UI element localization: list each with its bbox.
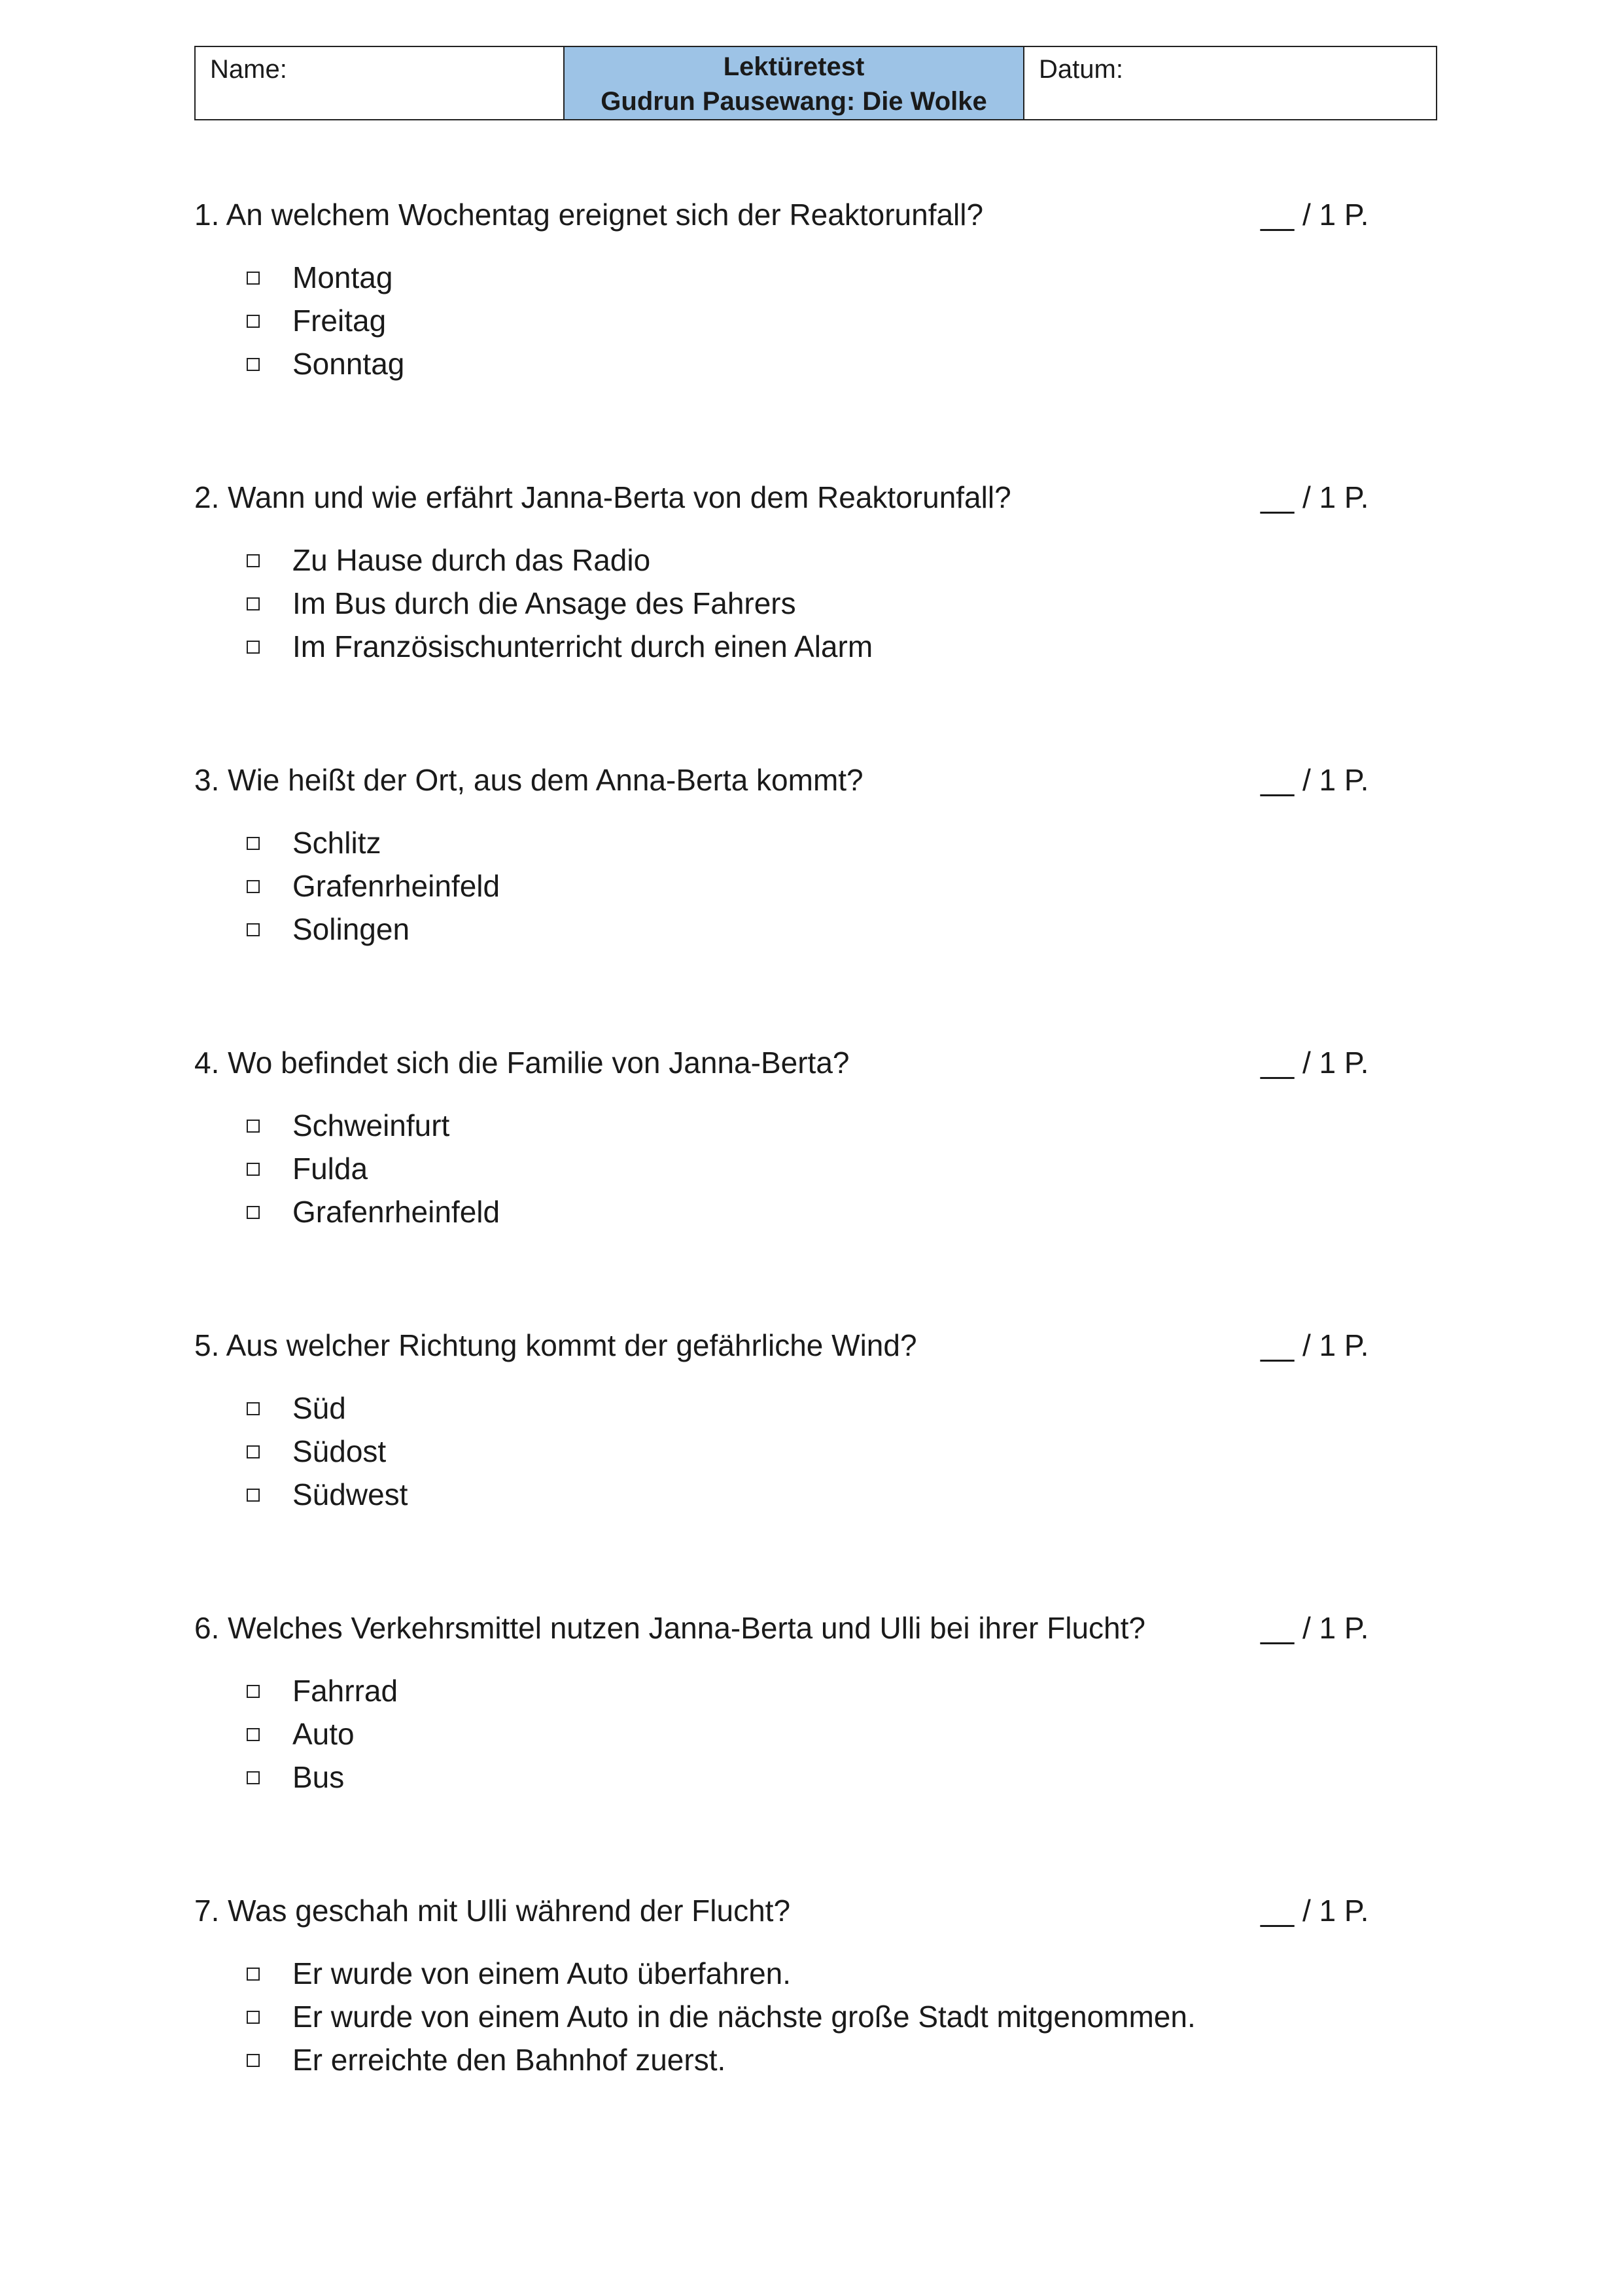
- option-label: Auto: [292, 1717, 355, 1751]
- question-number: 4.: [194, 1046, 220, 1080]
- option-label: Er wurde von einem Auto überfahren.: [292, 1956, 792, 1990]
- answer-option[interactable]: [194, 539, 1437, 582]
- checkbox-icon[interactable]: [247, 2011, 260, 2024]
- option-label: Süd: [292, 1391, 346, 1425]
- answer-option[interactable]: [194, 1104, 1437, 1147]
- answer-option[interactable]: [194, 299, 1437, 342]
- question-text: Was geschah mit Ulli während der Flucht?: [228, 1894, 791, 1928]
- checkbox-icon[interactable]: [247, 923, 260, 936]
- option-label: Schlitz: [292, 826, 381, 860]
- points-field: __ / 1 P.: [1261, 480, 1369, 514]
- option-label: Südost: [292, 1434, 387, 1468]
- checkbox-icon[interactable]: [247, 641, 260, 654]
- checkbox-icon[interactable]: [247, 2054, 260, 2067]
- question-5: [194, 1322, 1437, 1516]
- checkbox-icon[interactable]: [247, 272, 260, 285]
- name-label: Name:: [210, 55, 287, 84]
- option-label: Grafenrheinfeld: [292, 1195, 500, 1229]
- date-field[interactable]: [1024, 47, 1436, 119]
- question-7: [194, 1888, 1437, 2081]
- checkbox-icon[interactable]: [247, 1163, 260, 1176]
- answer-option[interactable]: [194, 625, 1437, 668]
- checkbox-icon[interactable]: [247, 880, 260, 893]
- question-number: 2.: [194, 480, 220, 514]
- answer-option[interactable]: [194, 908, 1437, 951]
- checkbox-icon[interactable]: [247, 837, 260, 850]
- title-line-1: Lektüretest: [723, 52, 865, 81]
- answer-option[interactable]: [194, 1147, 1437, 1190]
- checkbox-icon[interactable]: [247, 1728, 260, 1741]
- checkbox-icon[interactable]: [247, 1402, 260, 1415]
- answer-option[interactable]: [194, 1756, 1437, 1799]
- answer-option[interactable]: [194, 1712, 1437, 1756]
- option-label: Er wurde von einem Auto in die nächste große Stadt mitgenommen.: [292, 2000, 1196, 2034]
- option-label: Solingen: [292, 912, 410, 946]
- checkbox-icon[interactable]: [247, 1685, 260, 1698]
- checkbox-icon[interactable]: [247, 1206, 260, 1219]
- answer-option[interactable]: [194, 2038, 1437, 2081]
- option-label: Montag: [292, 260, 393, 294]
- answer-option[interactable]: [194, 582, 1437, 625]
- question-6: [194, 1605, 1437, 1799]
- question-text: Wo befindet sich die Familie von Janna-Berta?: [228, 1046, 850, 1080]
- option-label: Im Bus durch die Ansage des Fahrers: [292, 586, 796, 620]
- points-field: __ / 1 P.: [1261, 1894, 1369, 1928]
- answer-option[interactable]: [194, 864, 1437, 908]
- question-2: [194, 474, 1437, 668]
- title-line-2: Gudrun Pausewang: Die Wolke: [601, 87, 987, 116]
- question-number: 1.: [194, 198, 220, 232]
- points-field: __ / 1 P.: [1261, 1611, 1369, 1645]
- question-text: Welches Verkehrsmittel nutzen Janna-Berta und Ulli bei ihrer Flucht?: [228, 1611, 1145, 1645]
- question-text: An welchem Wochentag ereignet sich der Reaktorunfall?: [226, 198, 984, 232]
- question-number: 6.: [194, 1611, 220, 1645]
- answer-option[interactable]: [194, 1386, 1437, 1430]
- date-label: Datum:: [1039, 55, 1123, 84]
- option-label: Er erreichte den Bahnhof zuerst.: [292, 2043, 726, 2077]
- option-label: Fahrrad: [292, 1674, 398, 1708]
- answer-option[interactable]: [194, 256, 1437, 299]
- points-field: __ / 1 P.: [1261, 198, 1369, 232]
- answer-option[interactable]: [194, 1190, 1437, 1233]
- option-label: Südwest: [292, 1477, 408, 1511]
- checkbox-icon[interactable]: [247, 597, 260, 610]
- answer-option[interactable]: [194, 342, 1437, 385]
- option-label: Schweinfurt: [292, 1108, 450, 1142]
- question-3: [194, 757, 1437, 951]
- question-4: [194, 1040, 1437, 1233]
- header-table: [194, 46, 1437, 120]
- option-label: Grafenrheinfeld: [292, 869, 500, 903]
- answer-option[interactable]: [194, 821, 1437, 864]
- checkbox-icon[interactable]: [247, 554, 260, 567]
- question-number: 7.: [194, 1894, 220, 1928]
- question-text: Aus welcher Richtung kommt der gefährliche Wind?: [226, 1328, 917, 1362]
- points-field: __ / 1 P.: [1261, 763, 1369, 797]
- name-field[interactable]: [196, 47, 565, 119]
- answer-option[interactable]: [194, 1995, 1437, 2038]
- option-label: Zu Hause durch das Radio: [292, 543, 651, 577]
- question-text: Wann und wie erfährt Janna-Berta von dem Reaktorunfall?: [228, 480, 1011, 514]
- answer-option[interactable]: [194, 1430, 1437, 1473]
- points-field: __ / 1 P.: [1261, 1328, 1369, 1362]
- option-label: Bus: [292, 1760, 345, 1794]
- option-label: Fulda: [292, 1152, 368, 1186]
- option-label: Im Französischunterricht durch einen Alarm: [292, 629, 873, 663]
- answer-option[interactable]: [194, 1952, 1437, 1995]
- checkbox-icon[interactable]: [247, 1445, 260, 1458]
- checkbox-icon[interactable]: [247, 315, 260, 328]
- checkbox-icon[interactable]: [247, 1120, 260, 1133]
- test-title: [565, 47, 1024, 119]
- checkbox-icon[interactable]: [247, 1489, 260, 1502]
- question-number: 5.: [194, 1328, 220, 1362]
- question-1: [194, 192, 1437, 385]
- answer-option[interactable]: [194, 1669, 1437, 1712]
- option-label: Freitag: [292, 304, 387, 338]
- question-text: Wie heißt der Ort, aus dem Anna-Berta kommt?: [228, 763, 864, 797]
- points-field: __ / 1 P.: [1261, 1046, 1369, 1080]
- question-number: 3.: [194, 763, 220, 797]
- option-label: Sonntag: [292, 347, 405, 381]
- checkbox-icon[interactable]: [247, 358, 260, 371]
- checkbox-icon[interactable]: [247, 1771, 260, 1784]
- checkbox-icon[interactable]: [247, 1968, 260, 1981]
- answer-option[interactable]: [194, 1473, 1437, 1516]
